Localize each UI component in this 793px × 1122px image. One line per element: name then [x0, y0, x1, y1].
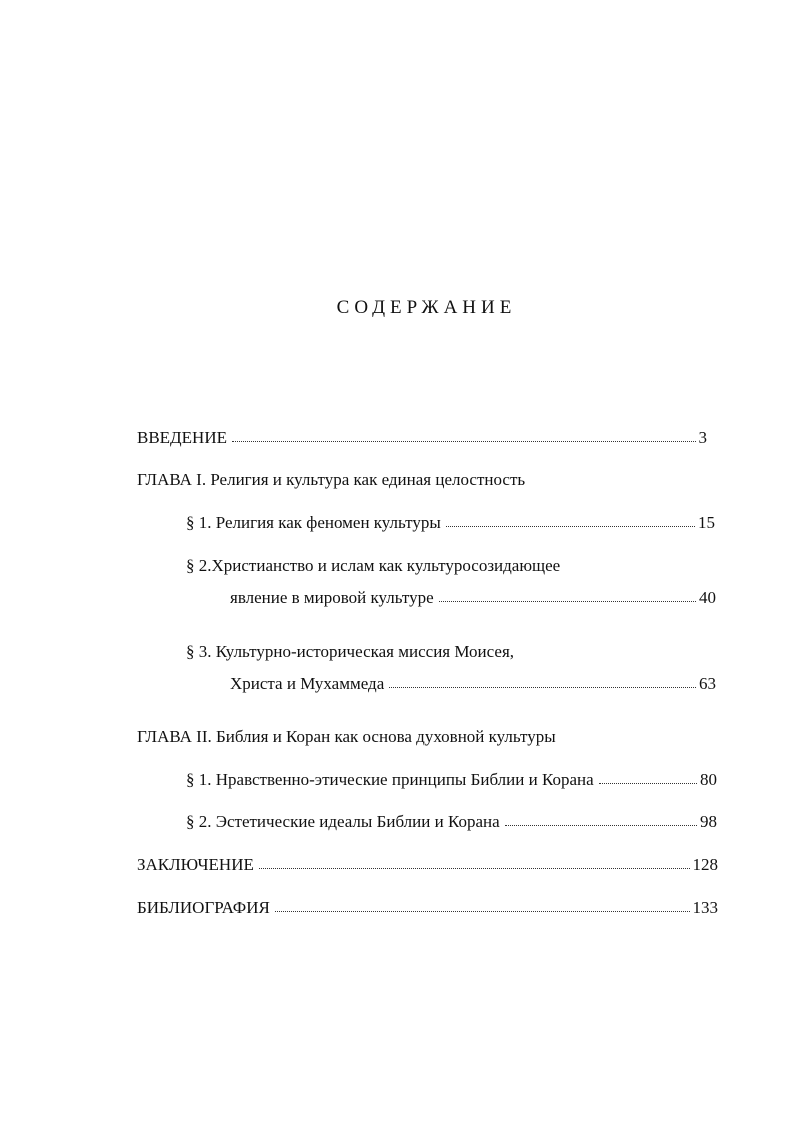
toc-page-number: 80 — [700, 770, 717, 789]
dot-leader — [505, 825, 697, 826]
dot-leader — [232, 441, 696, 442]
dot-leader — [446, 526, 695, 527]
toc-entry-ch1-s2-line1: § 2.Христианство и ислам как культуросозидающее — [186, 556, 561, 575]
toc-page-number: 3 — [698, 428, 707, 447]
toc-entry-label: явление в мировой культуре — [230, 588, 434, 607]
toc-page-number: 63 — [699, 674, 716, 693]
toc-entry-label: ЗАКЛЮЧЕНИЕ — [137, 855, 254, 874]
toc-entry-label: БИБЛИОГРАФИЯ — [137, 898, 270, 917]
toc-page-number: 40 — [699, 588, 716, 607]
dot-leader — [259, 868, 690, 869]
dot-leader — [599, 783, 697, 784]
toc-entry-ch1-s2 — [230, 587, 716, 609]
dot-leader — [275, 911, 690, 912]
toc-entry-ch1-s3-line1: § 3. Культурно-историческая миссия Моисея, — [186, 642, 515, 661]
dot-leader — [389, 687, 696, 688]
toc-entry-label: ВВЕДЕНИЕ — [137, 428, 227, 447]
toc-page-number: 98 — [700, 812, 717, 831]
toc-entry-bibliography — [137, 897, 718, 919]
toc-title: СОДЕРЖАНИЕ — [336, 297, 517, 318]
toc-entry-label: § 2. Эстетические идеалы Библии и Корана — [186, 812, 500, 831]
toc-entry-ch2-s1 — [186, 769, 717, 791]
toc-chapter-1-title: ГЛАВА I. Религия и культура как единая целостность — [137, 470, 526, 489]
toc-page-number: 15 — [698, 513, 715, 532]
toc-entry-ch1-s3 — [230, 673, 716, 695]
toc-entry-label: Христа и Мухаммеда — [230, 674, 385, 693]
dot-leader — [439, 601, 696, 602]
toc-entry-ch2-s2 — [186, 811, 717, 833]
toc-entry-intro — [137, 427, 707, 449]
toc-entry-ch1-s1 — [186, 512, 715, 534]
toc-chapter-2-title: ГЛАВА II. Библия и Коран как основа духовной культуры — [137, 727, 556, 746]
toc-entry-conclusion — [137, 854, 718, 876]
toc-page-number: 133 — [692, 898, 718, 917]
toc-entry-label: § 1. Нравственно-этические принципы Библии и Корана — [186, 770, 594, 789]
toc-page-number: 128 — [692, 855, 718, 874]
toc-entry-label: § 1. Религия как феномен культуры — [186, 513, 441, 532]
